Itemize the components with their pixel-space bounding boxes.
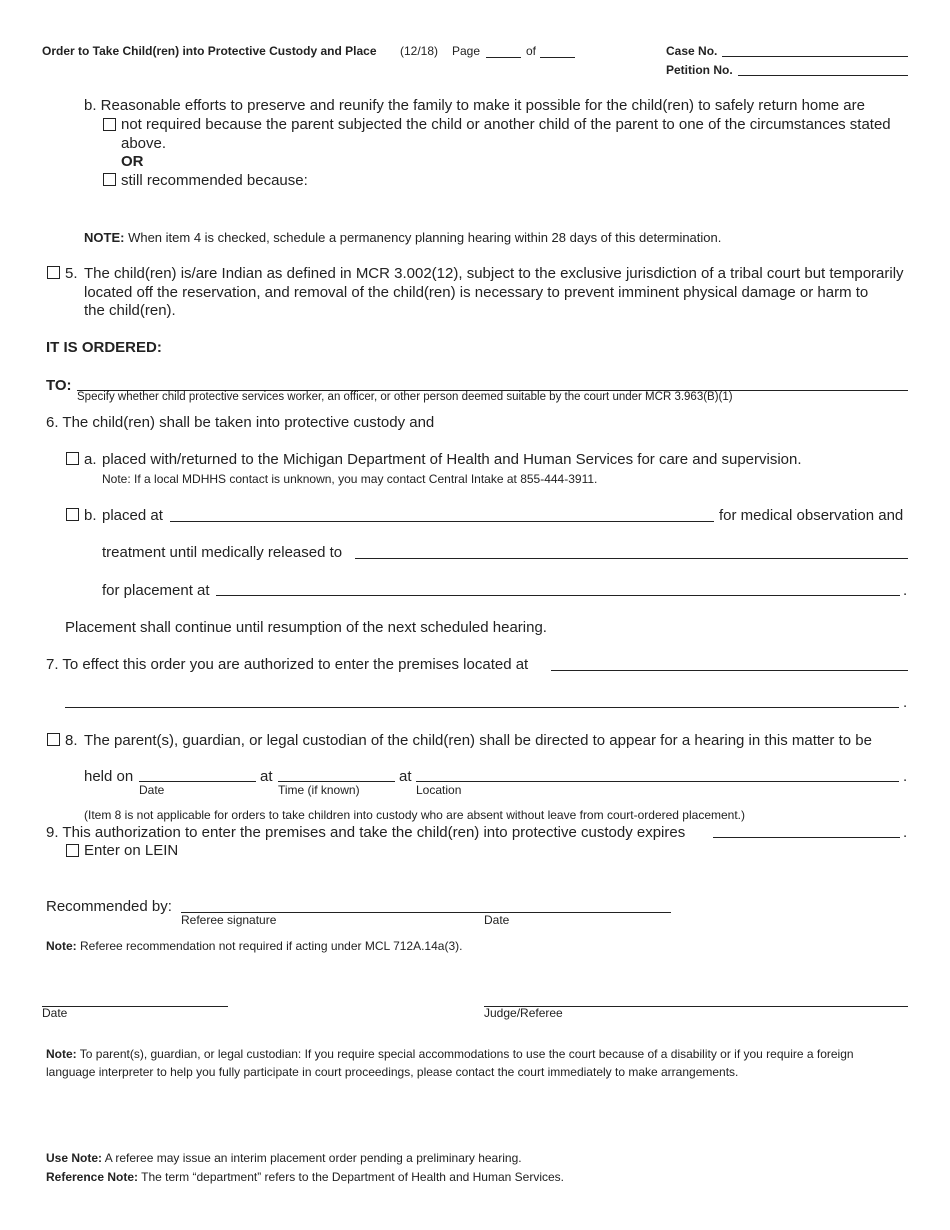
referee-date-caption: Date [484,913,510,927]
item5-checkbox[interactable] [47,266,60,279]
item6-continue-text: Placement shall continue until resumption of the next scheduled hearing. [65,619,547,636]
page-of-label: of [526,44,537,58]
item8-note: (Item 8 is not applicable for orders to take children into custody who are absent without leave from court-ordered placement.) [84,808,746,822]
item5-number: 5. [65,265,78,282]
page-total-field[interactable] [540,57,575,58]
item4b-still-recommended-checkbox[interactable] [103,173,116,186]
judge-referee-caption: Judge/Referee [484,1006,563,1020]
item7-period: . [903,694,908,711]
recommended-by-label: Recommended by: [46,898,172,915]
item6-intro: 6. The child(ren) shall be taken into protective custody and [46,414,435,431]
reference-note-text: The term “department” refers to the Department of Health and Human Services. [141,1170,565,1184]
petition-number-label: Petition No. [666,63,733,77]
item8-location-field[interactable] [416,781,899,782]
accommodation-note-line1 [46,1047,854,1061]
item9-expires-field[interactable] [713,837,900,838]
item5-line3: the child(ren). [84,302,176,319]
use-note [46,1151,522,1165]
item7-premises-field[interactable] [551,670,908,671]
item8-date-field[interactable] [139,781,256,782]
item4-note-label: NOTE: [84,230,125,245]
page-label: Page [452,44,481,58]
item4b-not-required-checkbox[interactable] [103,118,116,131]
item6b-placed-at: placed at [102,507,163,524]
item6b-placement-text: for placement at [102,582,210,599]
item9-period: . [903,824,908,841]
item6a-note: Note: If a local MDHHS contact is unknown, you may contact Central Intake at 855-444-3911. [102,472,598,486]
item6b-placed-at-field[interactable] [170,521,714,522]
item7-premises-field-line2[interactable] [65,707,899,708]
item5-line1: The child(ren) is/are Indian as defined in MCR 3.002(12), subject to the exclusive jurisdiction of a tribal court but temporarily [84,265,904,282]
form-title: Order to Take Child(ren) into Protective Custody and Place [42,44,377,58]
to-label: TO: [46,377,72,394]
item8-text: The parent(s), guardian, or legal custodian of the child(ren) shall be directed to appear for a hearing in this matter to be [84,732,872,749]
accommodation-note-line2: language interpreter to help you fully participate in court proceedings, please contact the court immediately to make arrangements. [46,1065,739,1079]
item8-time-caption: Time (if known) [278,783,360,797]
item8-location-caption: Location [416,783,462,797]
item5-line2: located off the reservation, and removal of the child(ren) is necessary to prevent imminent physical damage or harm to [84,284,869,301]
signature-date-field[interactable] [42,1006,228,1007]
item4b-or: OR [121,153,144,170]
item4b-intro: b. Reasonable efforts to preserve and reunify the family to make it possible for the child(ren) to safely return home are [84,97,865,114]
signature-date-caption: Date [42,1006,68,1020]
item4-note-text: When item 4 is checked, schedule a permanency planning hearing within 28 days of this determination. [128,230,722,245]
referee-note-text: Referee recommendation not required if acting under MCL 712A.14a(3). [80,939,463,953]
item6b-medical-text: for medical observation and [719,507,904,524]
petition-number-field[interactable] [738,75,908,76]
accommodation-note-text1: To parent(s), guardian, or legal custodian: If you require special accommodations to use the court because of a disability or if you require a foreign [79,1047,854,1061]
item6b-treatment-text: treatment until medically released to [102,544,343,561]
item4b-option1-line1: not required because the parent subjected the child or another child of the parent to one of the circumstances stated [121,116,891,133]
page-number-field[interactable] [486,57,521,58]
lein-checkbox[interactable] [66,844,79,857]
item6b-released-to-field[interactable] [355,558,908,559]
lein-label: Enter on LEIN [84,842,179,859]
to-caption: Specify whether child protective services worker, an officer, or other person deemed suitable by the court under MCR 3.963(B)(1) [77,391,733,403]
item6b-period: . [903,582,908,599]
case-number-field[interactable] [722,56,908,57]
item8-time-field[interactable] [278,781,395,782]
item6b-label: b. [84,507,97,524]
referee-signature-caption: Referee signature [181,913,277,927]
item8-held-on: held on [84,768,134,785]
item4-note [84,230,721,245]
item8-date-caption: Date [139,783,165,797]
item4b-option2: still recommended because: [121,172,308,189]
item9-text: 9. This authorization to enter the premises and take the child(ren) into protective custody expires [46,824,686,841]
reference-note-label: Reference Note: [46,1170,139,1184]
item8-at-2: at [399,768,412,785]
referee-note-label: Note: [46,939,77,953]
accommodation-note-label: Note: [46,1047,77,1061]
item6b-checkbox[interactable] [66,508,79,521]
case-number-label: Case No. [666,44,718,58]
item6a-checkbox[interactable] [66,452,79,465]
use-note-label: Use Note: [46,1151,103,1165]
referee-note [46,939,462,953]
item6a-text: placed with/returned to the Michigan Department of Health and Human Services for care and supervision. [102,451,802,468]
item6a-label: a. [84,451,97,468]
item7-text: 7. To effect this order you are authorized to enter the premises located at [46,656,529,673]
item8-number: 8. [65,732,78,749]
item6b-placement-field[interactable] [216,595,900,596]
it-is-ordered-heading: IT IS ORDERED: [46,339,162,356]
item8-at-1: at [260,768,273,785]
reference-note [46,1170,564,1184]
item8-checkbox[interactable] [47,733,60,746]
item4b-option1-line2: above. [121,135,167,152]
item8-period: . [903,768,908,785]
use-note-text: A referee may issue an interim placement order pending a preliminary hearing. [104,1151,522,1165]
form-revision: (12/18) [400,44,439,58]
